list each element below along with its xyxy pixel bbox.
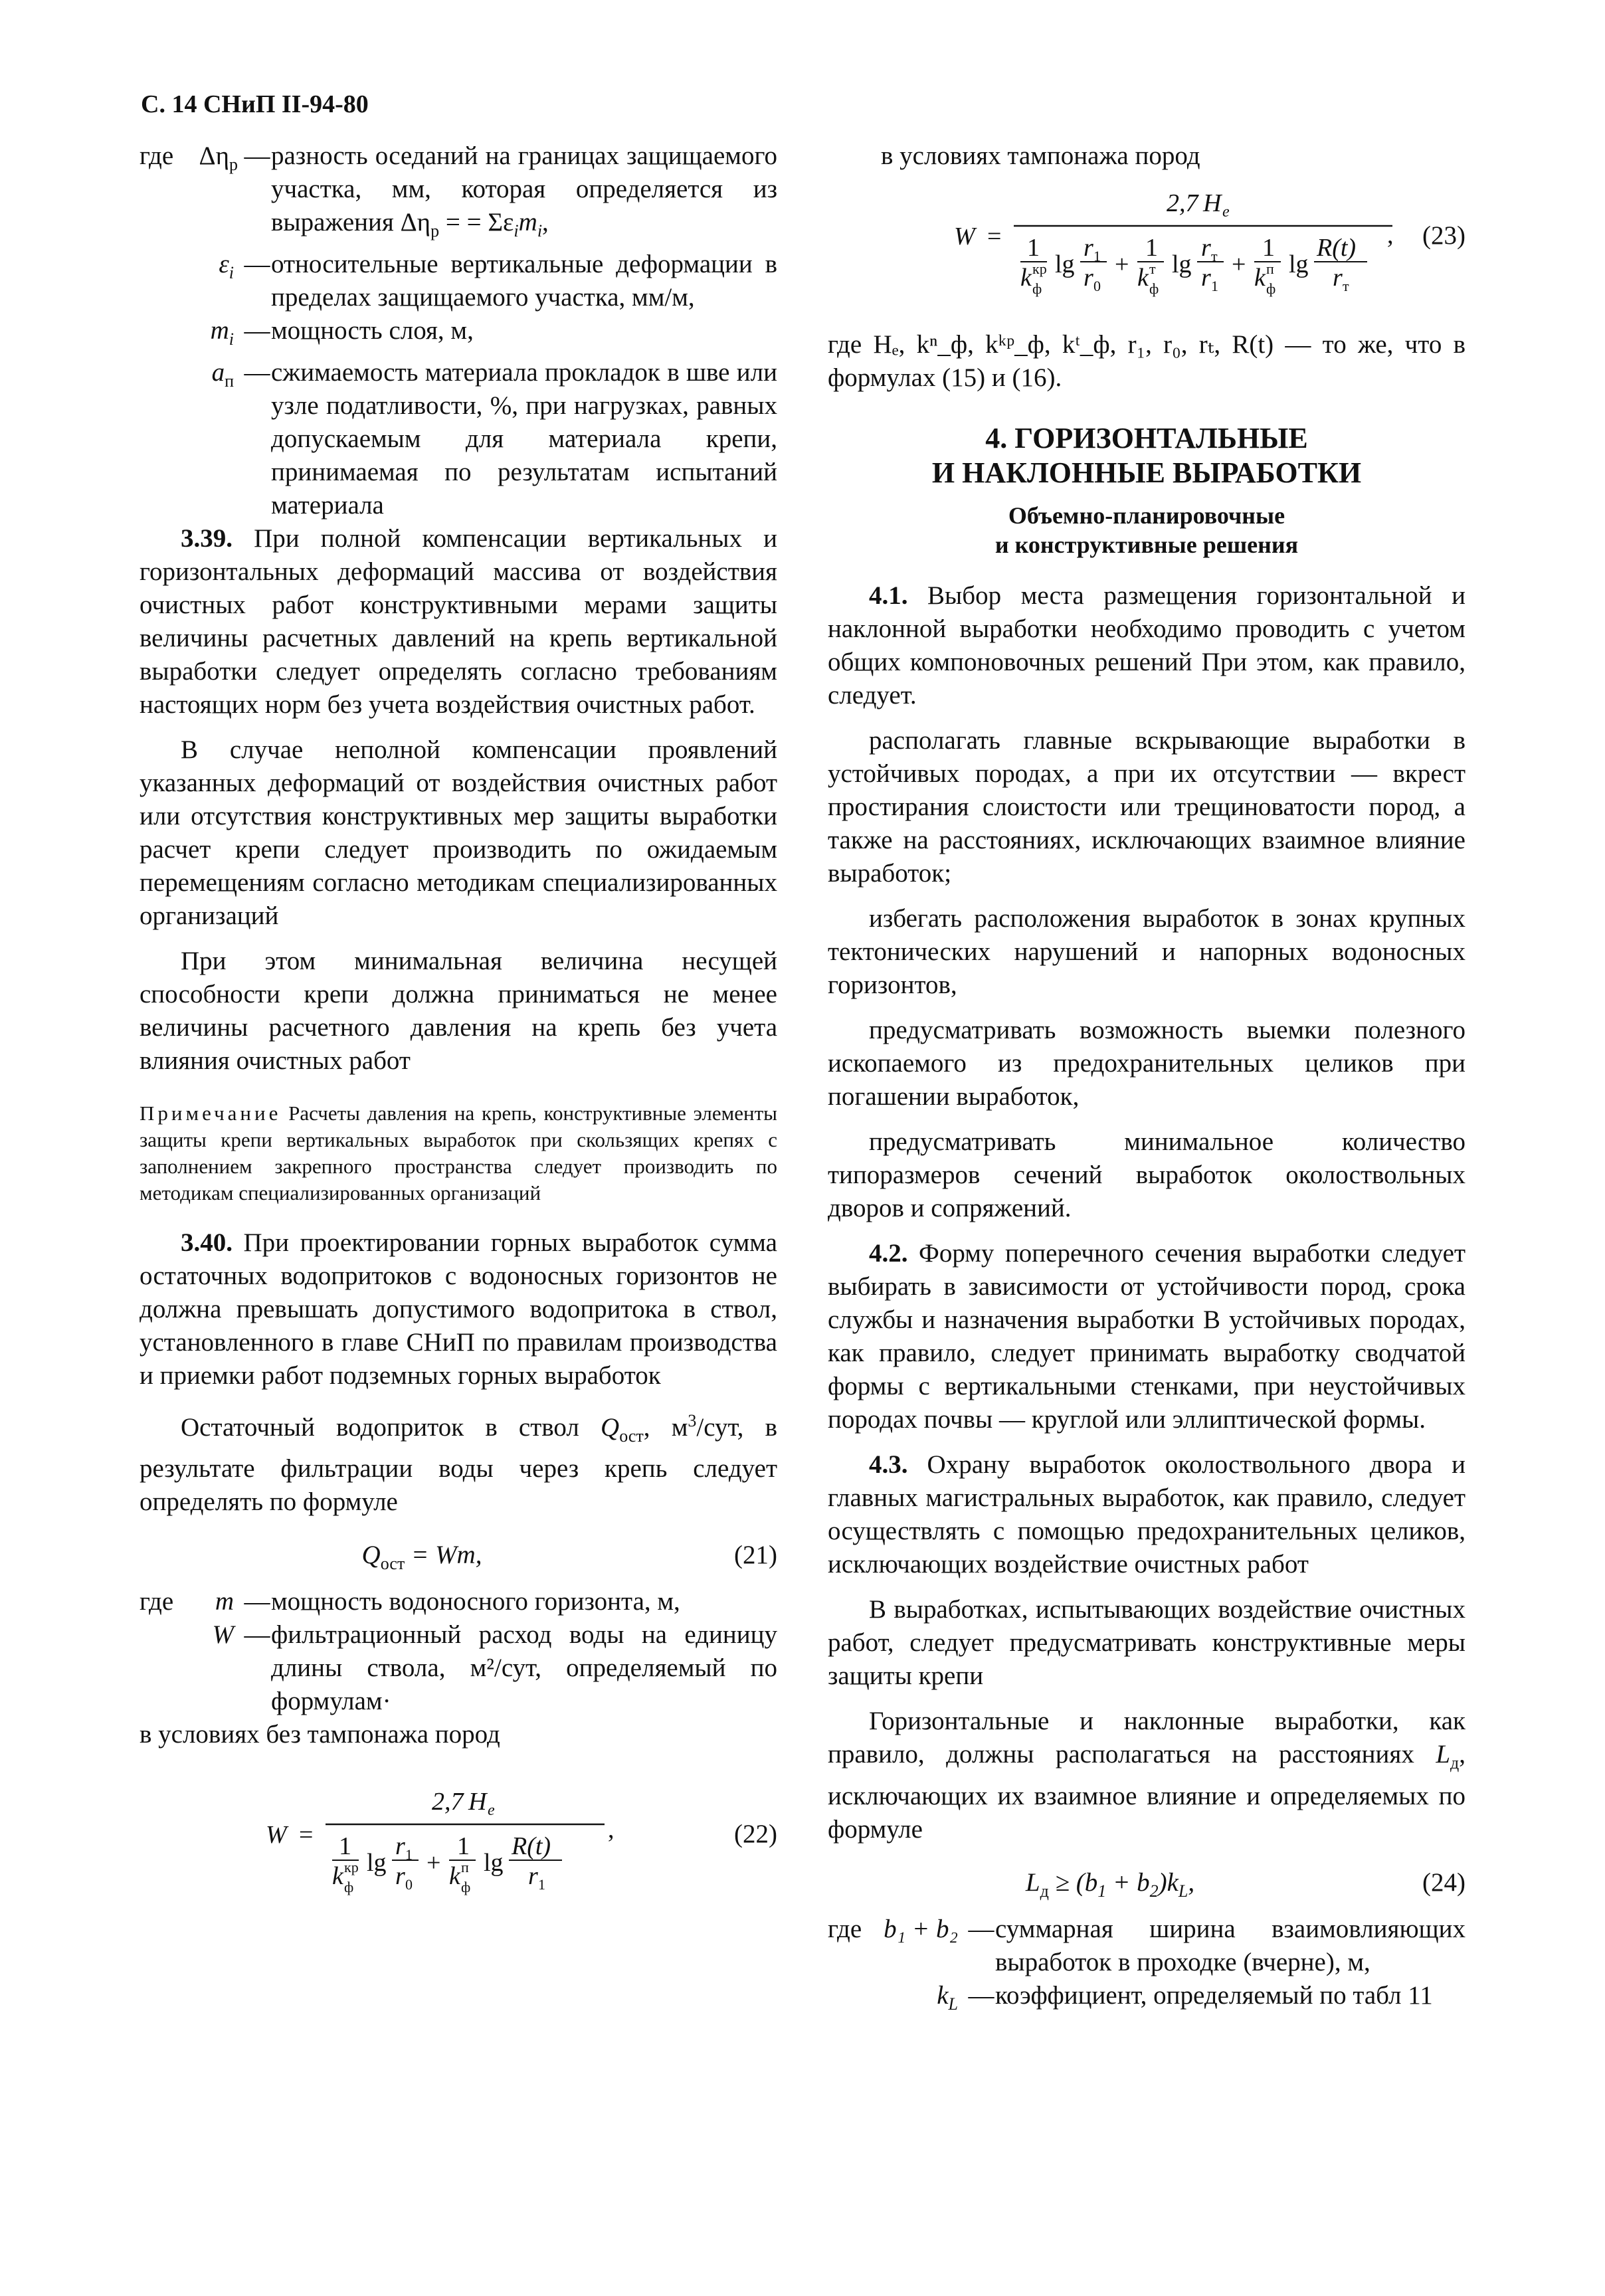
svg-text:R(t): R(t) — [1317, 234, 1357, 262]
formula-23-graphic — [828, 179, 1399, 312]
formula-24-expression: $L_д \ge (b_1 + b_2)k_L$, — [1025, 1867, 1195, 1901]
paragraph-4-3-b: В выработках, испытывающих воздействие очистных работ, следует предусматривать конструктивные меры защиты крепи — [828, 1595, 1465, 1690]
svg-text:1: 1 — [457, 1832, 470, 1861]
right-column — [828, 140, 1465, 2021]
formula-23-explanation: где Hₑ, kⁿ_ф, kᵏᵖ_ф, kᵗ_ф, r₁, r₀, rₜ, R(t) — то же, что в формулах (15) и (16). — [828, 330, 1465, 392]
definition-symbol: $k_L$ — [937, 1980, 958, 2014]
definition-text: относительные вертикальные деформации в пределах защищаемого участка, мм/м, — [271, 249, 777, 312]
formula-21-expression: $Q_{ост} = Wm$, — [361, 1541, 482, 1574]
svg-text:ф: ф — [344, 1879, 354, 1896]
note-label: Примечание — [140, 1101, 282, 1125]
svg-text:1: 1 — [1027, 234, 1040, 262]
svg-text:+: + — [1115, 250, 1129, 278]
left-column — [140, 140, 777, 1927]
paragraph-3-39-c: При этом минимальная величина несущей способности крепи должна приниматься не менее величины расчетного давления на крепь без учета влияния очистных работ — [140, 946, 777, 1075]
svg-text:кр: кр — [344, 1859, 359, 1876]
definition-epsilon: $\varepsilon_i$ — относительные вертикальные деформации в пределах защищаемого участка, мм/м, — [140, 248, 777, 314]
definition-lead: где — [140, 142, 174, 170]
definition-symbol: $\varepsilon_i$ — [219, 249, 234, 282]
formula-21 — [140, 1519, 777, 1585]
paragraph-4-1-d: предусматривать минимальное количество типоразмеров сечений выработок околоствольных дворов и сопряжений. — [828, 1127, 1465, 1222]
svg-text:,: , — [1387, 221, 1394, 249]
svg-text:r: r — [1201, 264, 1211, 292]
definition-text: мощность слоя, м, — [271, 316, 474, 345]
svg-text:k: k — [332, 1862, 343, 1891]
svg-text:e: e — [488, 1802, 495, 1820]
svg-text:=: = — [299, 1821, 314, 1850]
svg-text:r: r — [1084, 234, 1093, 262]
svg-text:r: r — [395, 1862, 405, 1891]
svg-text:п: п — [461, 1859, 469, 1876]
svg-text:1: 1 — [538, 1876, 545, 1893]
svg-text:lg: lg — [1289, 250, 1309, 278]
definition-text: коэффициент, определяемый по табл 11 — [995, 1980, 1433, 2010]
svg-text:lg: lg — [367, 1849, 387, 1877]
svg-text:e: e — [1222, 203, 1230, 221]
svg-text:1: 1 — [1262, 234, 1275, 262]
svg-text:1: 1 — [405, 1846, 413, 1864]
svg-text:,: , — [608, 1816, 614, 1844]
subsection-title: Объемно-планировочные и конструктивные решения — [994, 502, 1299, 558]
paragraph-3-40: 3.40. При проектировании горных выработок сумма остаточных водопритоков с водоносных горизонтов не должна превышать допустимого водопритока в ствол, установленного в главе СНиП по правилам производства и приемки работ подземных горных выработок — [140, 1228, 777, 1390]
paragraph-4-1-b: избегать расположения выработок в зонах крупных тектонических нарушений и напорных водоносных горизонтов, — [828, 904, 1465, 999]
paragraph-4-1-c: предусматривать возможность выемки полезного ископаемого из предохранительных целиков при погашении выработок, — [828, 1016, 1465, 1111]
section-title: 4. ГОРИЗОНТАЛЬНЫЕ И НАКЛОННЫЕ ВЫРАБОТКИ — [931, 422, 1362, 489]
svg-text:k: k — [1020, 264, 1032, 292]
svg-text:lg: lg — [484, 1849, 504, 1877]
svg-text:+: + — [426, 1849, 441, 1877]
definition-text: разность оседаний на границах защищаемого участка, мм, которая определяется из выражения $\Delta\eta_р$ = = $\Sigma\varepsilon_im_i$, — [271, 142, 777, 240]
paragraph-4-1: 4.1. Выбор места размещения горизонтальной и наклонной выработки необходимо проводить с учетом общих компоновочных решений При этом, как правило, следует. — [828, 581, 1465, 710]
label-without-grouting: в условиях без тампонажа пород — [140, 1720, 500, 1749]
svg-text:т: т — [1149, 260, 1156, 277]
svg-text:ф: ф — [1149, 280, 1159, 297]
formula-24-number: (24) — [1422, 1867, 1465, 1897]
definition-text: фильтрационный расход воды на единицу длины ствола, м²/сут, определяемый по формулам· — [271, 1620, 777, 1716]
svg-text:W: W — [266, 1821, 287, 1850]
paragraph-3-40-b: Остаточный водоприток в ствол $Q_{ост}$, $м^3$/сут, в результате фильтрации воды через крепь следует определять по формуле — [140, 1410, 777, 1517]
svg-text:=: = — [987, 223, 1002, 250]
definition-text: суммарная ширина взаимовлияющих выработок в проходке (вчерне), м, — [995, 1914, 1465, 1976]
svg-text:1: 1 — [1211, 278, 1218, 294]
svg-text:R(t): R(t) — [512, 1832, 551, 1861]
svg-text:r: r — [1333, 264, 1343, 292]
svg-text:r: r — [528, 1862, 538, 1891]
svg-text:k: k — [1254, 264, 1266, 292]
formula-21-number: (21) — [734, 1541, 777, 1570]
definition-a: $a_п$ — сжимаемость материала прокладок в шве или узле податливости, %, при нагрузках, равных допускаемым для материала крепи, принимаемая по результатам испытаний материала — [140, 356, 777, 522]
formula-22 — [140, 1771, 777, 1911]
formula-23-number: (23) — [1422, 221, 1465, 250]
svg-text:r: r — [1084, 264, 1093, 292]
svg-text:+: + — [1232, 250, 1246, 278]
formula-24 — [828, 1846, 1465, 1913]
paragraph-4-1-a: располагать главные вскрывающие выработки в устойчивых породах, а при их отсутствии — вкрест простирания слоистости или трещиноватости пород, а также на расстояниях, исключающих взаимное влияние выработок; — [828, 726, 1465, 888]
svg-text:т: т — [1343, 278, 1349, 294]
svg-text:0: 0 — [1093, 278, 1101, 294]
svg-text:H: H — [1203, 189, 1222, 217]
svg-text:ф: ф — [461, 1879, 471, 1896]
svg-text:0: 0 — [405, 1876, 413, 1893]
svg-text:п: п — [1266, 260, 1274, 277]
formula-23 — [828, 179, 1465, 312]
paragraph-4-2: 4.2. Форму поперечного сечения выработки следует выбирать в зависимости от устойчивости пород, срока службы и назначения выработки В устойчивых породах, как правило, следует принимать выработку сводчатой формы с вертикальными стенками, при неустойчивых породах почвы — круглой или эллиптической формы. — [828, 1239, 1465, 1434]
svg-text:1: 1 — [1093, 248, 1101, 264]
svg-text:H: H — [468, 1788, 487, 1816]
svg-text:ф: ф — [1266, 280, 1276, 297]
definition-symbol: $m_i$ — [210, 316, 234, 349]
svg-text:k: k — [449, 1862, 460, 1891]
svg-text:т: т — [1211, 248, 1218, 264]
definition-m: $m_i$ — мощность слоя, м, — [140, 314, 777, 356]
svg-text:2,7: 2,7 — [1167, 189, 1198, 217]
svg-text:k: k — [1137, 264, 1149, 292]
definition-text: мощность водоносного горизонта, м, — [271, 1587, 680, 1616]
definition-kL: $k_L$ — коэффициент, определяемый по табл 11 — [828, 1979, 1465, 2021]
definition-symbol: b₁ + b₂ — [884, 1914, 958, 1943]
definition-symbol: $\Delta\eta_р$ — [199, 142, 238, 174]
formula-22-number: (22) — [734, 1820, 777, 1849]
definition-text: сжимаемость материала прокладок в шве или узле податливости, %, при нагрузках, равных допускаемым для материала крепи, принимаемая по результатам испытаний материала — [271, 357, 777, 520]
paragraph-4-3: 4.3. Охрану выработок околоствольного двора и главных магистральных выработок, как правило, следует осуществлять с помощью предохранительных целиков, исключающих воздействие очистных работ — [828, 1450, 1465, 1578]
svg-text:lg: lg — [1055, 250, 1075, 278]
paragraph-3-39-b: В случае неполной компенсации проявлений указанных деформаций от воздействия очистных работ или отсутствия конструктивных мер защиты выработки расчет крепи следует производить по ожидаемым перемещениям согласно методикам специализированных организаций — [140, 735, 777, 930]
label-with-grouting: в условиях тампонажа пород — [881, 142, 1200, 170]
svg-text:lg: lg — [1172, 250, 1192, 278]
svg-text:кр: кр — [1032, 260, 1047, 277]
definition-w: W — фильтрационный расход воды на единицу длины ствола, м²/сут, определяемый по формулам· — [140, 1618, 777, 1718]
note: Примечание Расчеты давления на крепь, конструктивные элементы защиты крепи вертикальных выработок при скользящих крепях с заполнением закрепного пространства следует производить по методикам специализированных организаций — [140, 1101, 777, 1204]
svg-text:1: 1 — [1145, 234, 1158, 262]
definition-b1-b2: где b₁ + b₂ — суммарная ширина взаимовлияющих выработок в проходке (вчерне), м, — [828, 1913, 1465, 1979]
page-header: С. 14 СНиП II-94-80 — [141, 90, 369, 118]
definition-m-water: где m — мощность водоносного горизонта, м, — [140, 1585, 777, 1618]
paragraph-4-3-c: Горизонтальные и наклонные выработки, как правило, должны располагаться на расстояниях $L_д$, исключающих их взаимное влияние и определяемых по формуле — [828, 1707, 1465, 1844]
svg-text:r: r — [395, 1832, 405, 1861]
formula-22-graphic — [140, 1771, 698, 1911]
svg-text:W: W — [954, 223, 975, 250]
definition-symbol: W — [212, 1620, 234, 1650]
svg-text:1: 1 — [339, 1832, 351, 1861]
svg-text:ф: ф — [1032, 280, 1042, 297]
svg-text:r: r — [1201, 234, 1211, 262]
definition-symbol: m — [215, 1587, 234, 1616]
paragraph-3-39: 3.39. При полной компенсации вертикальных и горизонтальных деформаций массива от воздействия очистных работ конструктивными мерами защиты величины расчетных давлений на крепь вертикальной выработки следует определять согласно требованиям настоящих норм без учета воздействия очистных работ. — [140, 524, 777, 719]
svg-text:2,7: 2,7 — [432, 1788, 464, 1816]
definition-delta-eta: где $\Delta\eta_р$ — разность оседаний на границах защищаемого участка, мм, которая определяется из выражения $\Delta\eta_р$ = = $\Sigma\varepsilon_im_i$, — [140, 140, 777, 248]
definition-symbol: $a_п$ — [211, 357, 234, 391]
